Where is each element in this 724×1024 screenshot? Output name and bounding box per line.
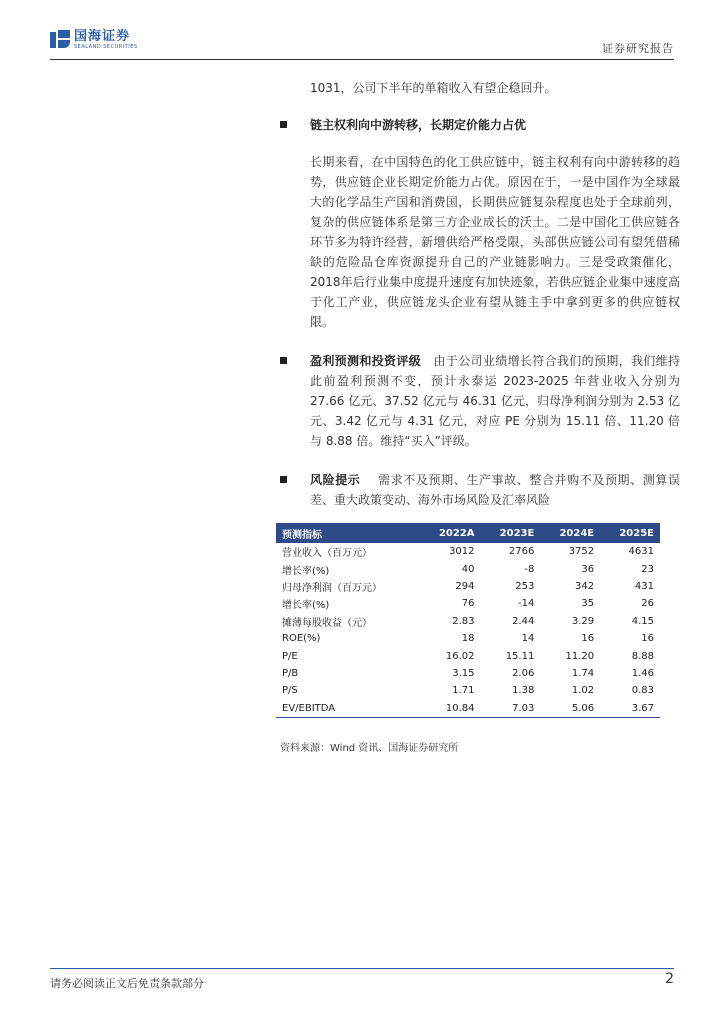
section-paragraph: 需求不及预期、生产事故、整合并购不及预期、测算误差、重大政策变动、海外市场风险及汇率风险: [310, 473, 680, 507]
bullet-square-icon: [280, 121, 287, 128]
table-cell: 3752: [568, 546, 595, 558]
table-cell: 1.46: [631, 667, 654, 679]
table-cell: 1.38: [512, 685, 535, 697]
table-cell: P/E: [282, 650, 298, 662]
table-cell: 1.02: [571, 685, 595, 697]
table-row: [276, 665, 660, 682]
logo-name-en: SEALAND SECURITIES: [74, 44, 138, 50]
table-row: [276, 578, 660, 595]
page-header: [50, 28, 674, 60]
table-row: [276, 613, 660, 630]
footer-divider: [50, 968, 674, 969]
table-cell: 5.06: [540, 700, 600, 718]
table-cell: 摊薄每股收益（元）: [282, 617, 372, 629]
table-row: [276, 595, 660, 612]
section-paragraph: 长期来看，在中国特色的化工供应链中，链主权利有向中游转移的趋势，供应链企业长期定价能力占优。原因在于，一是中国作为全球最大的化学品生产国和消费国，长期供应链复杂程度也处于全球前列，复杂的供应链体系是第三方企业成长的沃土。二是中国化工供应链各环节多为特许经营，新增供给严格受限，头部供应链公司有望凭借稀缺的危险品仓库资源提升自己的产业链影响力。三是受政策催化，2018年后行业集中度提升速度有加快迹象，若供应链企业集中速度高于化工产业，供应链龙头企业有望从链主手中拿到更多的供应链权限。: [310, 155, 680, 329]
table-row: [276, 560, 660, 577]
table-cell: EV/EBITDA: [276, 700, 420, 718]
table-cell: P/B: [282, 667, 299, 679]
table-header-cell: 2022A: [420, 523, 481, 543]
section-title: 链主权利向中游转移，长期定价能力占优: [310, 118, 527, 132]
table-cell: 4.15: [631, 615, 654, 627]
table-header-cell: 2024E: [540, 523, 600, 543]
main-content: [280, 78, 680, 510]
table-cell: P/S: [282, 685, 298, 697]
table-cell: 23: [641, 563, 654, 575]
table-cell: 16.02: [445, 650, 475, 662]
logo-name-cn: 国海证券: [74, 29, 131, 44]
table-cell: 35: [581, 598, 595, 610]
table-cell: ROE(%): [282, 633, 321, 645]
table-cell: 3.67: [600, 700, 660, 718]
table-cell: 8.88: [631, 650, 654, 662]
table-row: [276, 543, 660, 560]
section-title: 风险提示: [310, 473, 361, 487]
table-header-cell: 2023E: [481, 523, 541, 543]
table-cell: 18: [461, 633, 475, 645]
table-cell: 2.44: [512, 615, 535, 627]
table-cell: 3.29: [571, 615, 595, 627]
table-header-cell: 预测指标: [276, 523, 420, 543]
table-cell: 10.84: [420, 700, 481, 718]
table-cell: 2.06: [512, 667, 535, 679]
table-cell: 431: [634, 580, 654, 592]
bullet-square-icon: [280, 476, 287, 483]
section-risk: [280, 470, 680, 510]
footer-disclaimer: 请务必阅读正文后免责条款部分: [50, 977, 204, 990]
table-cell: 16: [581, 633, 595, 645]
report-type: 证券研究报告: [602, 42, 674, 55]
table-cell: -8: [524, 563, 535, 575]
table-cell: 0.83: [631, 685, 654, 697]
page-number: 2: [665, 971, 674, 987]
table-cell: 11.20: [565, 650, 595, 662]
table-header-row: [276, 523, 660, 543]
table-cell: 增长率(%): [282, 565, 330, 577]
table-row: [276, 682, 660, 699]
table-row: [276, 700, 660, 718]
table-cell: 40: [461, 563, 475, 575]
table-cell: 增长率(%): [282, 600, 330, 612]
table-cell: 14: [521, 633, 535, 645]
table-cell: 36: [581, 563, 595, 575]
table-cell: 归母净利润（百万元）: [282, 582, 382, 594]
table-cell: 1.71: [452, 685, 475, 697]
table-cell: -14: [517, 598, 535, 610]
table-source-note: 资料来源：Wind 资讯、国海证券研究所: [280, 743, 459, 754]
bullet-square-icon: [280, 357, 287, 364]
table-cell: 294: [455, 580, 475, 592]
table-cell: 16: [641, 633, 654, 645]
continuation-text: 1031，公司下半年的单箱收入有望企稳回升。: [310, 81, 557, 95]
table-cell: 2.83: [452, 615, 475, 627]
table-header-cell: 2025E: [600, 523, 660, 543]
table-cell: 营业收入（百万元）: [282, 548, 372, 560]
section-chain-power: [280, 115, 680, 135]
table-cell: 4631: [628, 546, 654, 558]
table-cell: 3012: [449, 546, 475, 558]
company-logo: [50, 30, 138, 50]
table-cell: 76: [461, 598, 475, 610]
section-paragraph: 由于公司业绩增长符合我们的预期，我们维持此前盈利预测不变，预计永泰运 2023-2025 年营业收入分别为 27.66 亿元、37.52 亿元与 46.31 亿元，归母净利润分别为 2.53 亿元、3.42 亿元与 4.31 亿元，对应 PE 分别为 15.11 倍、11.20 倍与 8.88 倍。维持“买入”评级。: [310, 354, 680, 448]
table-cell: 1.74: [571, 667, 595, 679]
section-forecast-rating: [280, 351, 680, 451]
forecast-table: [276, 523, 660, 718]
table-cell: 342: [575, 580, 595, 592]
table-cell: 3.15: [452, 667, 475, 679]
table-row: [276, 647, 660, 664]
table-cell: 15.11: [505, 650, 535, 662]
table-cell: 7.03: [481, 700, 541, 718]
section-title: 盈利预测和投资评级: [310, 354, 422, 368]
table-cell: 2766: [508, 546, 535, 558]
logo-mark-icon: [50, 30, 70, 50]
table-row: [276, 630, 660, 647]
table-cell: 253: [515, 580, 535, 592]
table-cell: 26: [641, 598, 654, 610]
header-divider: [50, 59, 674, 60]
